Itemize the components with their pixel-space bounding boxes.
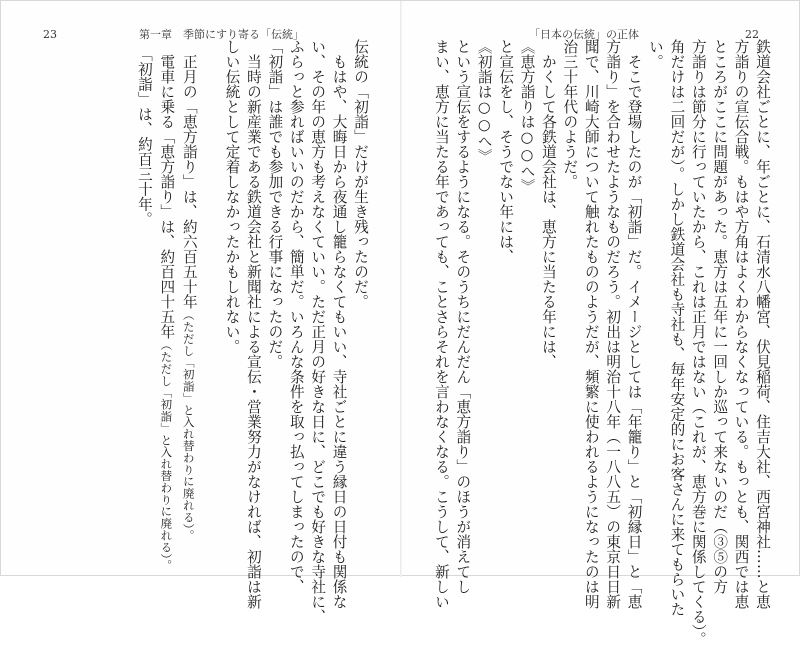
text-line: 聞で、川崎大師について触れたもののようだが、頻繁に使われるようになったのは明 [582,39,600,609]
text-line: そこで登場したのが「初詣」だ。イメージとしては「年籠り」と「初縁日」と「恵 [625,39,643,609]
blank-line [200,39,221,559]
left-page-body [134,39,371,624]
summary-note: （ただし「初詣」と入れ替わりに廃れる）。 [181,309,196,542]
text-line: い。 [646,39,664,69]
text-line: という宣伝をするようになる。そのうちにだんだん「恵方詣り」のほうが消えてし [454,39,472,594]
text-line [177,39,199,559]
page-gutter [400,1,402,577]
text-line: 《恵方詣りは○○へ》 [518,39,536,194]
right-page-number: 22 [745,28,759,41]
text-line: 「初詣」は、約百三十年。 [135,39,153,227]
text-line: 方詣りの宣伝合戦。もはや方角はよくわからなくなっている。もっとも、関西では恵 [732,39,750,609]
text-line: 伝統の「初詣」だけが生き残ったのだ。 [352,39,369,309]
text-line: もはや、大晦日から夜通し籠らなくてもいい、寺社ごとに違う縁日の日付も関係な [330,39,348,609]
text-line: 当時の新産業である鉄道会社と新聞社による宣伝・営業努力がなければ、初詣は新 [244,39,262,609]
text-line: 治三十年代のようだ。 [561,39,579,189]
text-line: 角だけは二回だが）。しかし鉄道会社も寺社も、毎年安定的にお客さんに来てもらいた [668,39,686,617]
summary-note: （ただし「初詣」と入れ替わりに廃れる）。 [159,339,174,572]
text-line: 鉄道会社ごとに、年ごとに、石清水八幡宮、伏見稲荷、住吉大社、西宮神社……と恵 [754,39,771,609]
text-line: 「初詣」は誰でも参加できる行事になったのだ。 [266,39,284,369]
text-line: 方詣りは節分に行っていたから、これは正月ではない（これが、恵方巻に関係してくる）。 [689,39,707,647]
left-running-head: 第一章 季節にすり寄る「伝統」 [139,28,304,41]
text-line: ところがここに問題があった。恵方は五年に一回しか巡って来ないのだ（③⑤の方 [711,39,729,594]
text-line: まい、恵方に当たる年であっても、ことさらそれを言わなくなる。こうして、新しい [432,39,450,609]
text-line [155,39,177,572]
text-line: と宣伝をし、そうでない年には、 [497,39,515,264]
right-running-head: 「日本の伝統」の正体 [529,28,639,41]
summary-line-train: 電車に乗る「恵方詣り」は、約百四十五年 [158,39,176,339]
summary-line-ehou: 正月の「恵方詣り」は、約六百五十年 [180,39,198,309]
right-page-body [431,39,774,647]
left-page-number: 23 [43,28,57,41]
text-line: い、その年の恵方も考えなくていい。ただ正月の好きな日に、どこでも好きな寺社に、 [309,39,327,624]
text-line: かくして各鉄道会社は、恵方に当たる年には、 [539,39,557,369]
text-line: 《初詣は○○へ》 [475,39,493,164]
text-line: しい伝統として定着しなかったかもしれない。 [223,39,241,354]
text-line: 方詣り」を合わせたようなものだろう。初出は明治十八年（一八八五）の東京日日新 [604,39,622,609]
text-line: ふらっと参ればいいのだから、簡単だ。いろんな条件を取っ払ってしまったので、 [287,39,305,594]
